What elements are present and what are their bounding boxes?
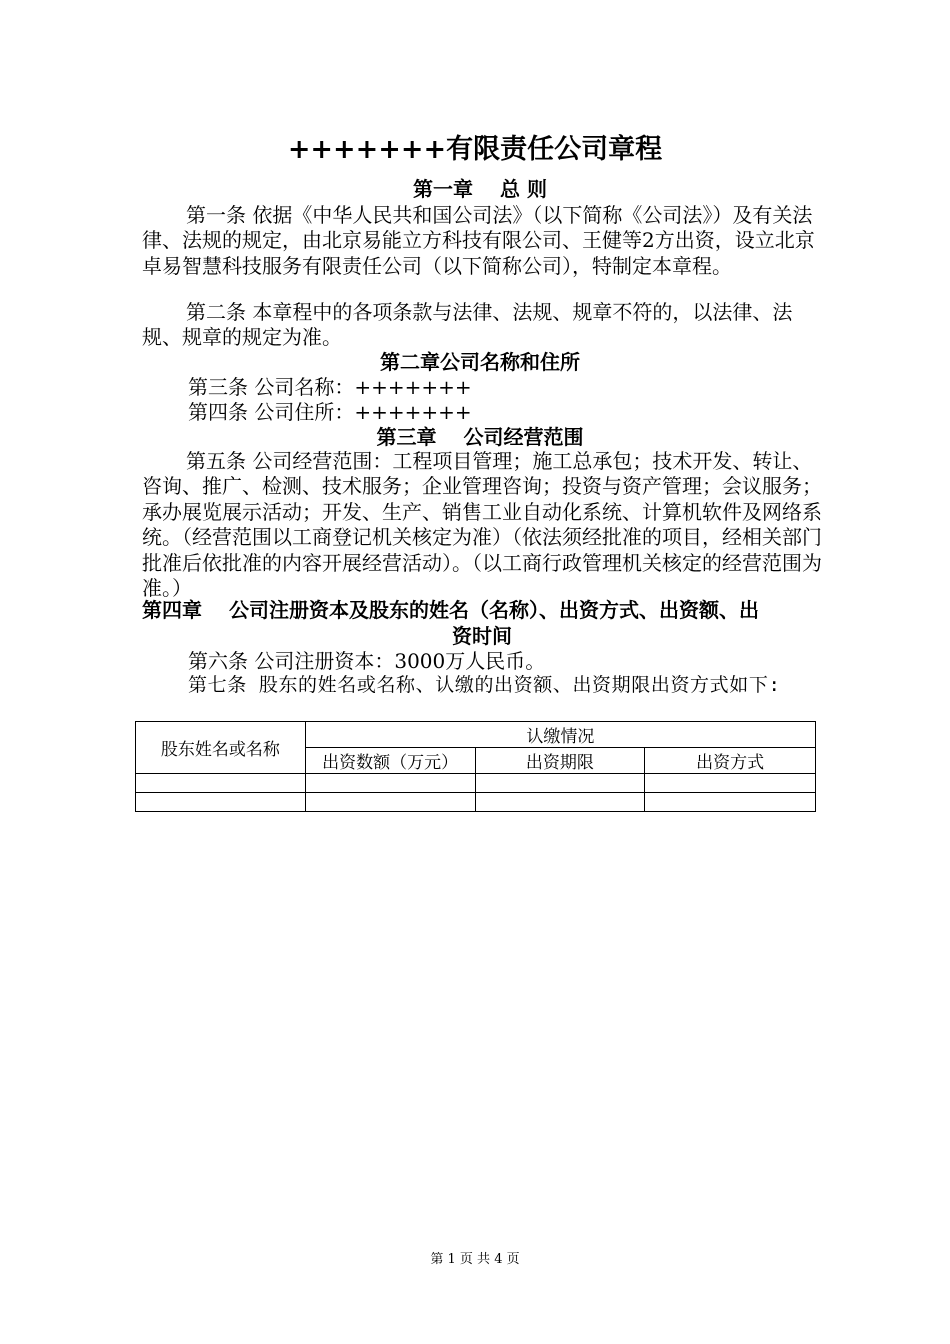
document-title: +++++++有限责任公司章程: [287, 134, 663, 165]
table-row: [136, 774, 816, 793]
article-2: 第二条 本章程中的各项条款与法律、法规、规章不符的，以法律、法规、规章的规定为准。: [142, 300, 793, 350]
header-subscription: 认缴情况: [305, 722, 815, 748]
table-cell: [645, 774, 816, 793]
chapter-4-heading-line1: 第四章 公司注册资本及股东的姓名（名称）、出资方式、出资额、出: [142, 598, 759, 622]
chapter-3-heading: 第三章 公司经营范围: [376, 425, 584, 449]
table-cell: [645, 793, 816, 812]
table-cell: [475, 793, 645, 812]
table-row: [136, 793, 816, 812]
shareholder-table: [135, 721, 816, 812]
article-4: 第四条 公司住所：+++++++: [188, 400, 472, 424]
chapter-4-heading: [142, 597, 822, 649]
article-6: 第六条 公司注册资本：3000万人民币。: [188, 649, 546, 673]
table-cell: [305, 774, 475, 793]
table-cell: [305, 793, 475, 812]
header-term: 出资期限: [475, 748, 645, 774]
chapter-2-heading: 第二章公司名称和住所: [380, 350, 580, 374]
header-amount: 出资数额（万元）: [305, 748, 475, 774]
chapter-4-heading-line2: 资时间: [452, 624, 512, 648]
page-number-footer: 第 1 页 共 4 页: [430, 1252, 520, 1267]
header-shareholder-name: 股东姓名或名称: [136, 722, 306, 774]
table-cell: [136, 774, 306, 793]
article-5: 第五条 公司经营范围：工程项目管理；施工总承包；技术开发、转让、咨询、推广、检测、技术服务；企业管理咨询；投资与资产管理；会议服务；承办展览展示活动；开发、生产、销售工业自动化系统、计算机软件及网络系统。（经营范围以工商登记机关核定为准）（依法须经批准的项目，经相关部门批准后依批准的内容开展经营活动）。（以工商行政管理机关核定的经营范围为准。）: [142, 449, 822, 601]
chapter-1-heading: 第一章 总 则: [413, 177, 547, 201]
header-method: 出资方式: [645, 748, 816, 774]
table-cell: [136, 793, 306, 812]
article-3: 第三条 公司名称：+++++++: [188, 375, 472, 399]
article-1: 第一条 依据《中华人民共和国公司法》（以下简称《公司法》）及有关法律、法规的规定，由北京易能立方科技有限公司、王健等2方出资，设立北京卓易智慧科技服务有限责任公司（以下简称公司），特制定本章程。: [142, 203, 815, 278]
article-7: 第七条 股东的姓名或名称、认缴的出资额、出资期限出资方式如下:: [188, 674, 781, 696]
table-cell: [475, 774, 645, 793]
